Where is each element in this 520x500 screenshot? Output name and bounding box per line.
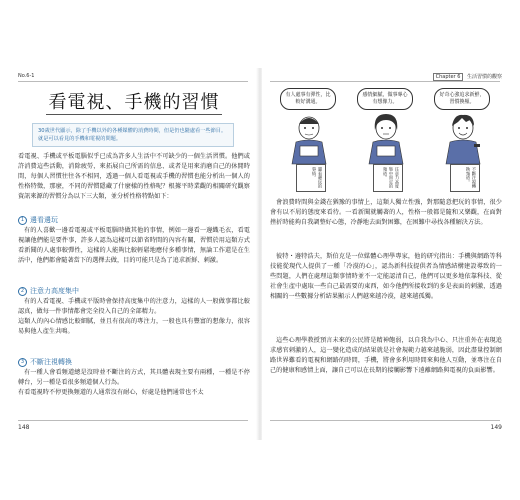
page-title: 看電視、手機的習慣 (48, 92, 220, 113)
body-paragraph-3: 這些心理學教授預言未來的公民將是精神飽弱，以自我為中心、只注重外在表現追求感官刺激的人，這一變化造成的結果就是社會規範力越來越脆弱，因此盡量控制網路世界難看的電視和網路的時間，手機，將會多利用時間來與他人互動，並專注在自己的健康和感情上面，讓自己可以在長期的接觸影響下遠離網路與電視的負面影響。 (270, 337, 502, 374)
left-page (10, 68, 258, 440)
speech-bubble: 好奇心強追求新鮮，習慣換頻。 (434, 88, 490, 110)
page-number: 149 (490, 424, 502, 431)
section-number-badge: 2 (18, 287, 27, 296)
chapter-tag: Chapter 6 (433, 73, 464, 81)
section-heading-text: 邊看邊玩 (30, 216, 58, 224)
body-paragraph-2: 彼特・邊特浩夫，斯伯克是一位媒體心理學專家，他的研究指出：手機與網路等科技能從現代人提供了一種「冷漠的心」，認為新科技提供者為情感結構建設導致的一些問題，人們在處理這類事情時並不一定能認清自己，他們可以更多地依靠科技、從社會生產中處取一些自己最需要的東西，如今他們所接收到的多是表面的刺激，透過相關的一些數據分析結果顯示人們越來越冷漠，越來越孤獨。 (270, 253, 502, 300)
section-number-badge: 1 (18, 216, 27, 225)
section-heading-1 (18, 215, 58, 225)
section-body-1: 有的人喜歡一邊看電視或平板電腦時做其他的事情，例如一邊看一邊織毛衣，看電視讓他們能是要件事，許多人認為這樣可以節省時間的內容有關，習慣於用這類方式看新聞的人處事較彈性，這樣的人能夠比較輕鬆地應付多種事情，無論工作還是在生活中，他們都會隨著當下的選擇去做，目的可能只是為了追求新鮮、刺激。 (18, 227, 250, 264)
woman-focused-illustration (351, 110, 421, 168)
book-spread (10, 68, 510, 440)
comic-caption: 邊看邊玩的事情。 (296, 164, 326, 192)
person-remote-illustration (428, 110, 498, 168)
right-page (262, 68, 510, 440)
body-paragraph-1: 會浪費時間與金錢在猶豫的事情上，這類人獨立性強，對那隨意把玩的事情，很少會有以不屑的態度來看待。一看新聞就觸著的人，性格一般都是隨和又樂觀，在面對挫折時能夠自我調整好心態，冷靜地去面對困難，在困難中尋找各種解決方法。 (270, 199, 502, 226)
header-rule (270, 81, 500, 82)
comic-panel (274, 86, 344, 194)
section-number: No.6-1 (18, 73, 35, 79)
comic-caption: 不斷注視轉換頻道。 (450, 164, 480, 192)
comic-panel (351, 86, 421, 194)
speech-bubble: 感情細膩，做事專心有想像力。 (357, 88, 413, 110)
section-body-2: 有的人看電視、手機或平版時會保持高度集中的注意力，這樣的人一般做事都比較認真，做每一件事情都會完全投入自己的全部精力。 這類人的內心情感比較細膩，並且有很高的專注力，一般也具有豐富的想像力，很容易與他人產生共鳴。 (18, 298, 250, 335)
section-heading-text: 注意力高度集中 (30, 287, 79, 295)
intro-paragraph: 看電視、手機或平板電腦似乎已成為許多人生活中不可缺少的一個生活習慣。他們或許消費這些活動，消除疲勞，來拓展自己所需的信息、或者是用來消磨自己的休閒時間，每個人習慣往往各不相同，透過一個人看電視或手機的習慣也能分析出一個人的性格特徵，那麼，不同的習慣隱藏了什麼樣的性格呢？根據平時業觀的相關研究觀察資訊來源的習慣分為以下三大類，並分析性格特點如下： (18, 153, 250, 200)
section-body-3: 有一種人會看頻道總是沒時並不斷注的方式，其具體表現主要有兩種，一種是不停轉台，另一種是看很多頻道個人行為。 有看電視時不停更換頻道的人通常沒有耐心，好處是他們通常也不太 (18, 369, 250, 396)
comic-panel (428, 86, 498, 194)
comic-caption: 注意力高度集中固定的頻道。 (373, 164, 403, 192)
section-heading-3 (18, 357, 72, 367)
speech-bubble: 有人處事有彈性，比較好溝通。 (280, 88, 336, 110)
section-number-badge: 3 (18, 358, 27, 367)
footer-rule (270, 420, 500, 421)
man-watching-tv-illustration (274, 110, 344, 168)
page-number: 148 (18, 424, 30, 431)
comic-illustration (274, 86, 498, 194)
chapter-title: 生活習慣的觀察 (466, 74, 502, 80)
section-heading-text: 不斷注視轉換 (30, 358, 72, 366)
title-underline (46, 114, 222, 115)
section-heading-2 (18, 286, 79, 296)
summary-box: 30歲世代顯示，除了手機以外的各種媒體的消費時間，但是仍也隨處看一些節目。就是可以看見的手機和電視的問題。 (32, 123, 234, 147)
header-rule (18, 81, 248, 82)
footer-rule (18, 420, 248, 421)
chapter-label (433, 73, 502, 81)
